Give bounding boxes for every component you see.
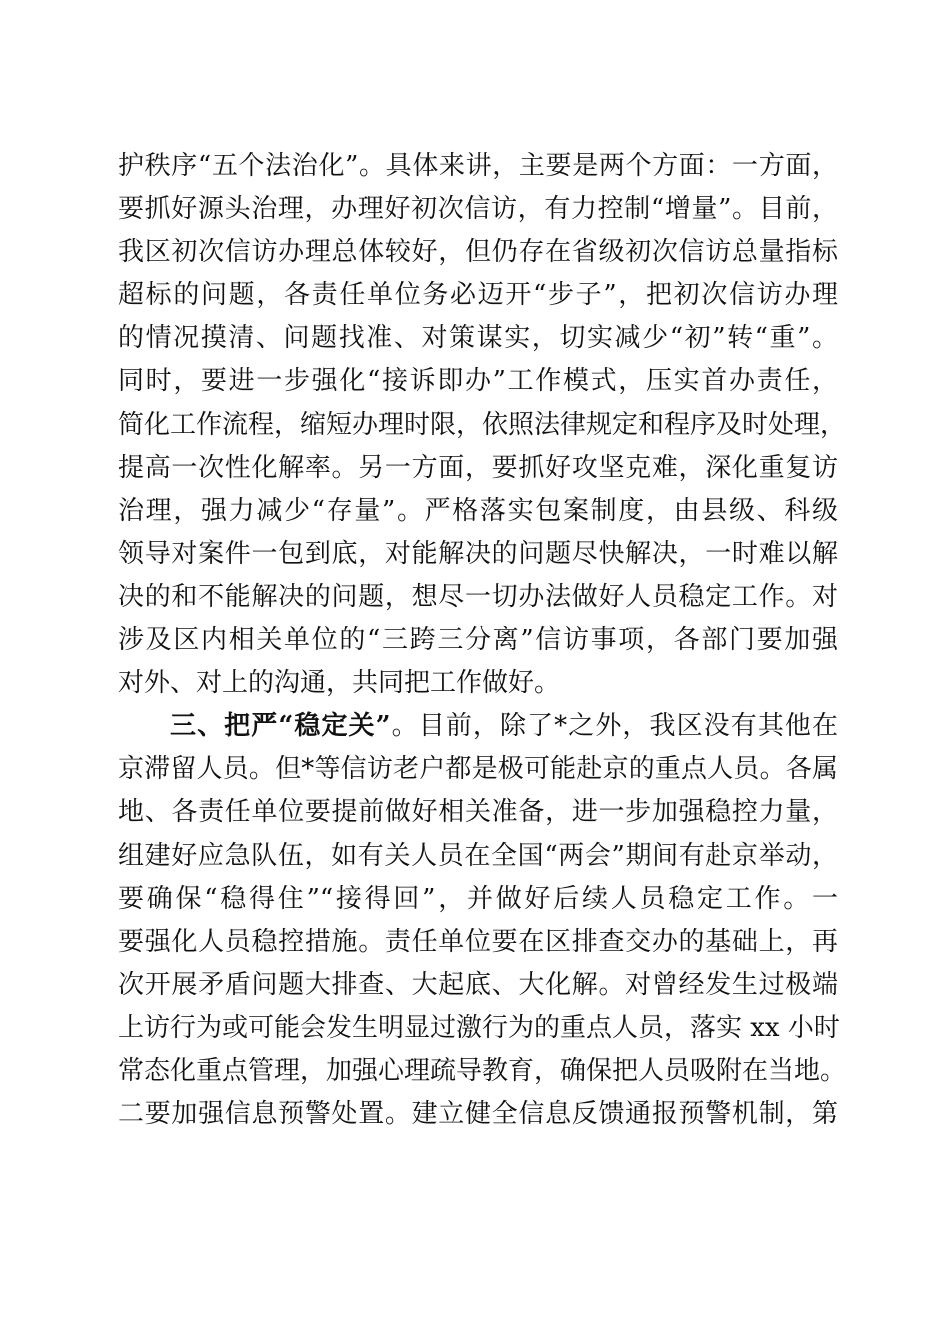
text-line: 护秩序“五个法治化”。具体来讲，主要是两个方面：一方面， [118, 151, 838, 181]
section-heading-line [118, 705, 838, 748]
body-text [118, 145, 847, 1136]
text-line: 提高一次性化解率。另一方面，要抓好攻坚克难，深化重复访 [118, 452, 838, 483]
text-line: 要确保“稳得住”“接得回”，并做好后续人员稳定工作。一 [118, 883, 838, 914]
text-line: 对外、对上的沟通，共同把工作做好。 [118, 668, 561, 699]
text-line: 我区初次信访办理总体较好，但仍存在省级初次信访总量指标 [118, 237, 838, 268]
heading-line-text: 。目前，除了*之外，我区没有其他在 [390, 711, 838, 742]
text-line: 同时，要进一步强化“接诉即办”工作模式，压实首办责任， [118, 366, 838, 397]
paragraph-1 [118, 145, 847, 705]
text-line: 治理，强力减少“存量”。严格落实包案制度，由县级、科级 [118, 495, 838, 526]
text-line: 二要加强信息预警处置。建立健全信息反馈通报预警机制，第 [118, 1099, 838, 1130]
text-line: 组建好应急队伍，如有关人员在全国“两会”期间有赴京举动， [118, 840, 838, 871]
text-line: 次开展矛盾问题大排查、大起底、大化解。对曾经发生过极端 [118, 969, 838, 1000]
text-line: 超标的问题，各责任单位务必迈开“步子”，把初次信访办理 [118, 280, 838, 311]
text-line: 领导对案件一包到底，对能解决的问题尽快解决，一时难以解 [118, 538, 838, 569]
text-line: 决的和不能解决的问题，想尽一切办法做好人员稳定工作。对 [118, 581, 838, 612]
section-heading: 三、把严“稳定关” [170, 711, 391, 742]
paragraph-2 [118, 705, 847, 1136]
text-line: 涉及区内相关单位的“三跨三分离”信访事项，各部门要加强 [118, 625, 838, 656]
text-line: 的情况摸清、问题找准、对策谋实，切实减少“初”转“重”。 [118, 323, 838, 354]
text-line: 京滞留人员。但*等信访老户都是极可能赴京的重点人员。各属 [118, 754, 838, 785]
text-line: 简化工作流程，缩短办理时限，依照法律规定和程序及时处理， [118, 409, 847, 440]
text-line: 要强化人员稳控措施。责任单位要在区排查交办的基础上，再 [118, 926, 838, 957]
text-line: 上访行为或可能会发生明显过激行为的重点人员，落实 xx 小时 [118, 1012, 840, 1043]
text-line: 要抓好源头治理，办理好初次信访，有力控制“增量”。目前， [118, 194, 838, 225]
text-line: 地、各责任单位要提前做好相关准备，进一步加强稳控力量， [118, 797, 838, 828]
text-line: 常态化重点管理，加强心理疏导教育，确保把人员吸附在当地。 [118, 1055, 847, 1086]
